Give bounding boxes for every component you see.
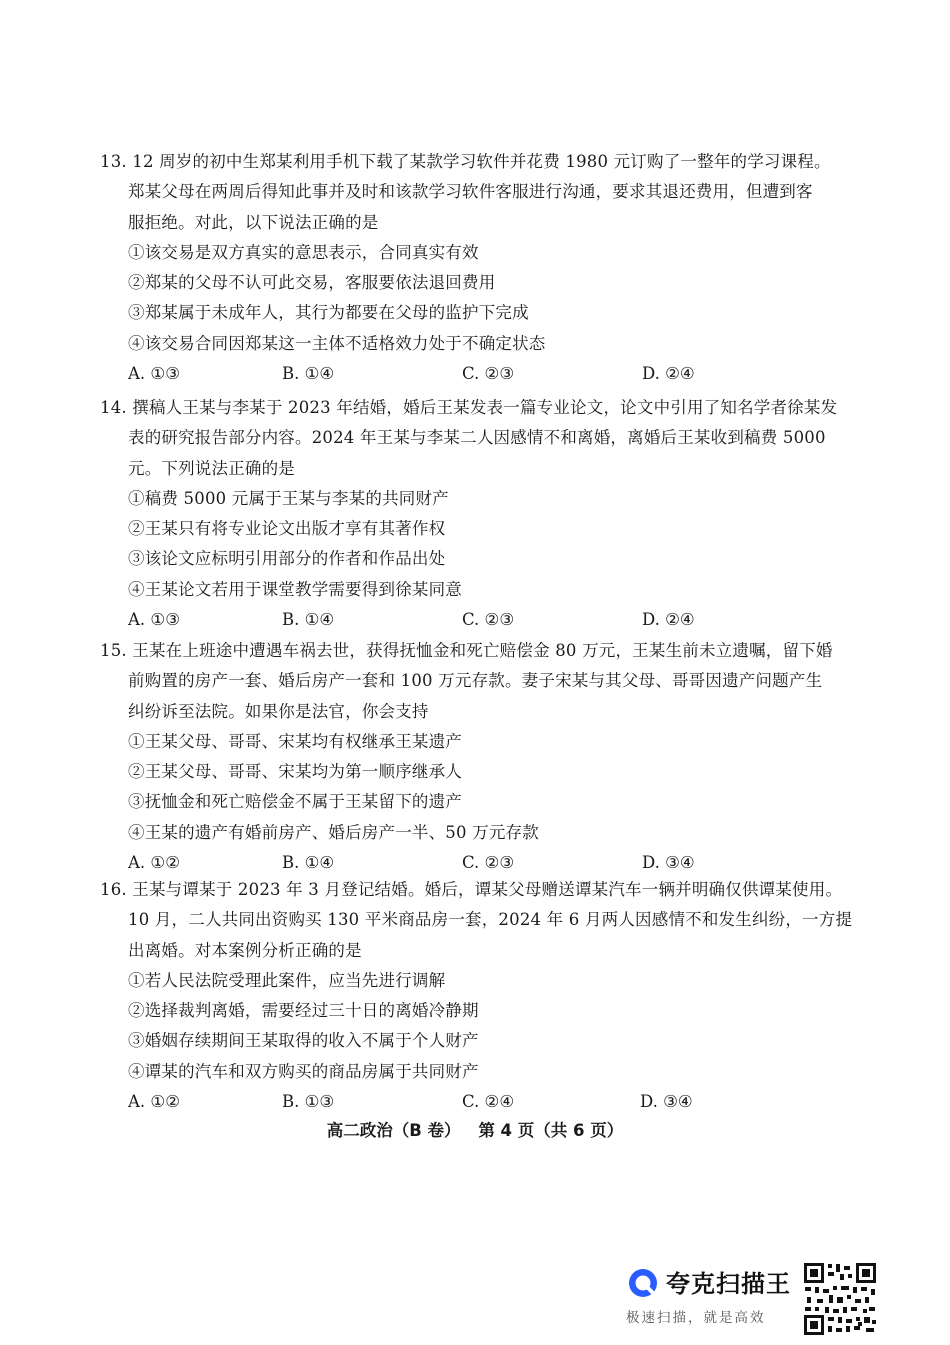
option-statement: ②王某只有将专业论文出版才享有其著作权 bbox=[128, 519, 446, 539]
option-statement: ②王某父母、哥哥、宋某均为第一顺序继承人 bbox=[128, 762, 462, 782]
scanner-watermark bbox=[626, 1262, 796, 1332]
answer-choice-c: C. ②③ bbox=[462, 610, 515, 630]
answer-choice-b: B. ①③ bbox=[282, 1092, 335, 1112]
answer-choice-d: D. ②④ bbox=[642, 610, 695, 630]
answer-choice-c: C. ②③ bbox=[462, 853, 515, 873]
question-stem-line: 15. 王某在上班途中遭遇车祸去世，获得抚恤金和死亡赔偿金 80 万元，王某生前未立遗嘱，留下婚 bbox=[100, 641, 833, 660]
answer-choice-a: A. ①② bbox=[128, 853, 180, 873]
question-stem-line: 服拒绝。对此，以下说法正确的是 bbox=[128, 212, 379, 232]
answer-choice-a: A. ①③ bbox=[128, 364, 180, 384]
question-stem-line: 13. 12 周岁的初中生郑某利用手机下载了某款学习软件并花费 1980 元订购了一整年的学习课程。 bbox=[100, 152, 831, 171]
option-statement: ④王某的遗产有婚前房产、婚后房产一半、50 万元存款 bbox=[128, 822, 539, 842]
qr-code-icon bbox=[803, 1262, 877, 1336]
answer-choice-b: B. ①④ bbox=[282, 853, 335, 873]
option-statement: ①王某父母、哥哥、宋某均有权继承王某遗产 bbox=[128, 731, 462, 751]
question-16 bbox=[100, 875, 860, 1117]
question-stem-line: 表的研究报告部分内容。2024 年王某与李某二人因感情不和离婚，离婚后王某收到稿费 5000 bbox=[128, 428, 826, 448]
question-stem-line: 14. 撰稿人王某与李某于 2023 年结婚，婚后王某发表一篇专业论文，论文中引用了知名学者徐某发 bbox=[100, 398, 838, 417]
question-stem-line: 郑某父母在两周后得知此事并及时和该款学习软件客服进行沟通，要求其退还费用，但遭到客 bbox=[128, 182, 813, 202]
answer-choice-d: D. ②④ bbox=[642, 364, 695, 384]
watermark-brand-name: 夸克扫描王 bbox=[666, 1270, 791, 1298]
option-statement: ①该交易是双方真实的意思表示，合同真实有效 bbox=[128, 242, 479, 262]
page-footer bbox=[0, 1117, 950, 1141]
answer-choices bbox=[100, 359, 860, 389]
question-stem-line: 10 月，二人共同出资购买 130 平米商品房一套，2024 年 6 月两人因感情不和发生纠纷，一方提 bbox=[128, 910, 853, 930]
option-statement: ④谭某的汽车和双方购买的商品房属于共同财产 bbox=[128, 1061, 479, 1081]
option-statement: ④该交易合同因郑某这一主体不适格效力处于不确定状态 bbox=[128, 333, 546, 353]
answer-choice-d: D. ③④ bbox=[640, 1092, 693, 1112]
answer-choices bbox=[100, 848, 860, 878]
question-15 bbox=[100, 636, 860, 878]
question-14 bbox=[100, 393, 860, 635]
footer-page-number: 第 4 页（共 6 页） bbox=[478, 1121, 624, 1140]
option-statement: ②选择裁判离婚，需要经过三十日的离婚冷静期 bbox=[128, 1001, 479, 1021]
option-statement: ①若人民法院受理此案件，应当先进行调解 bbox=[128, 970, 446, 990]
answer-choice-b: B. ①④ bbox=[282, 610, 335, 630]
option-statement: ④王某论文若用于课堂教学需要得到徐某同意 bbox=[128, 579, 462, 599]
answer-choice-a: A. ①③ bbox=[128, 610, 180, 630]
answer-choice-c: C. ②④ bbox=[462, 1092, 515, 1112]
question-stem-line: 纠纷诉至法院。如果你是法官，你会支持 bbox=[128, 701, 429, 721]
option-statement: ③该论文应标明引用部分的作者和作品出处 bbox=[128, 549, 446, 569]
answer-choice-c: C. ②③ bbox=[462, 364, 515, 384]
question-stem-line: 前购置的房产一套、婚后房产一套和 100 万元存款。妻子宋某与其父母、哥哥因遗产问题产生 bbox=[128, 671, 823, 691]
option-statement: ①稿费 5000 元属于王某与李某的共同财产 bbox=[128, 488, 449, 508]
answer-choice-b: B. ①④ bbox=[282, 364, 335, 384]
footer-subject: 高二政治（B 卷） bbox=[326, 1121, 461, 1140]
option-statement: ③抚恤金和死亡赔偿金不属于王某留下的遗产 bbox=[128, 792, 462, 812]
question-stem-line: 元。下列说法正确的是 bbox=[128, 458, 295, 478]
answer-choice-a: A. ①② bbox=[128, 1092, 180, 1112]
question-13 bbox=[100, 147, 860, 389]
answer-choices bbox=[100, 605, 860, 635]
watermark-slogan: 极速扫描，就是高效 bbox=[626, 1310, 766, 1326]
option-statement: ③郑某属于未成年人，其行为都要在父母的监护下完成 bbox=[128, 303, 529, 323]
answer-choices bbox=[100, 1087, 860, 1117]
quark-logo-icon bbox=[628, 1268, 658, 1298]
option-statement: ③婚姻存续期间王某取得的收入不属于个人财产 bbox=[128, 1031, 479, 1051]
answer-choice-d: D. ③④ bbox=[642, 853, 695, 873]
question-stem-line: 16. 王某与谭某于 2023 年 3 月登记结婚。婚后，谭某父母赠送谭某汽车一辆并明确仅供谭某使用。 bbox=[100, 880, 843, 899]
option-statement: ②郑某的父母不认可此交易，客服要依法退回费用 bbox=[128, 273, 496, 293]
question-stem-line: 出离婚。对本案例分析正确的是 bbox=[128, 940, 362, 960]
